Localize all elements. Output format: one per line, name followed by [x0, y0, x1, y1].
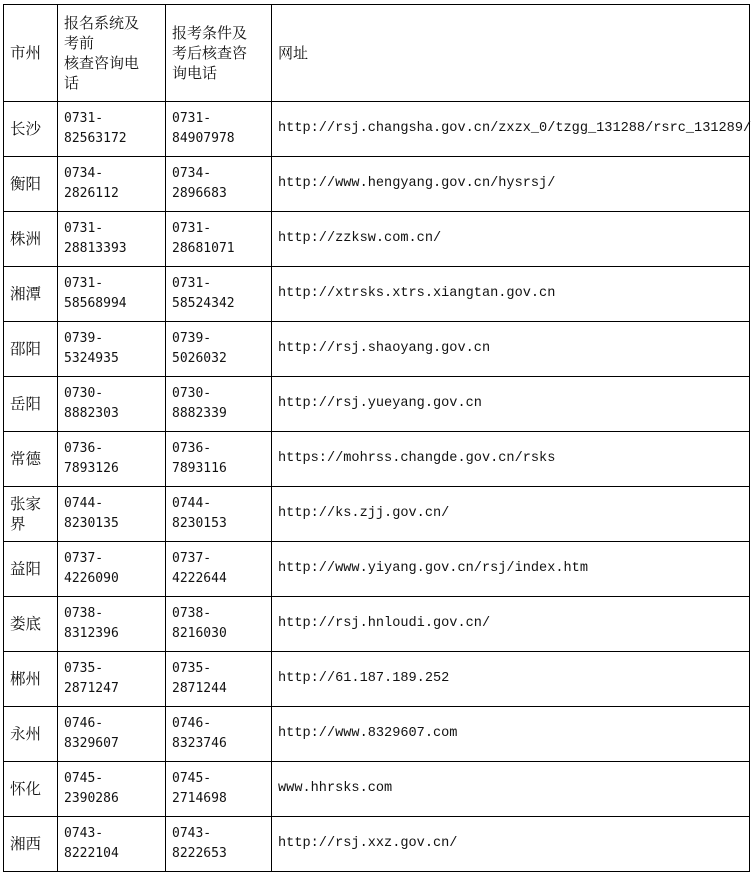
- post-exam-phone-number: 8323746: [172, 736, 227, 751]
- pre-exam-phone-area-code: 0735-: [64, 661, 104, 676]
- table-row: [4, 432, 750, 487]
- post-exam-phone-area-code: 0743-: [172, 826, 212, 841]
- header-pre-exam-phone: [58, 5, 166, 102]
- website-cell: [272, 707, 750, 762]
- post-exam-phone-area-code: 0745-: [172, 771, 212, 786]
- table-row: [4, 157, 750, 212]
- website-cell: [272, 762, 750, 817]
- city-cell: [4, 157, 58, 212]
- post-exam-phone-cell: [166, 157, 272, 212]
- website-cell: [272, 432, 750, 487]
- city-name-line: 怀化: [10, 780, 42, 798]
- pre-exam-phone-number: 28813393: [64, 241, 127, 256]
- post-exam-phone-number: 58524342: [172, 296, 235, 311]
- pre-exam-phone-number: 8329607: [64, 736, 119, 751]
- table-row: [4, 762, 750, 817]
- city-name-line: 衡阳: [10, 175, 42, 193]
- pre-exam-phone-area-code: 0734-: [64, 166, 104, 181]
- city-cell: [4, 322, 58, 377]
- city-name-line: 邵阳: [10, 340, 42, 358]
- header-pre-exam-phone-line: 报名系统及: [64, 14, 140, 32]
- city-name-line: 郴州: [10, 670, 42, 688]
- header-post-exam-phone-line: 询电话: [172, 64, 218, 82]
- post-exam-phone-number: 7893116: [172, 461, 227, 476]
- pre-exam-phone-number: 8222104: [64, 846, 119, 861]
- pre-exam-phone-cell: [58, 157, 166, 212]
- post-exam-phone-area-code: 0739-: [172, 331, 212, 346]
- website-url[interactable]: http://rsj.hnloudi.gov.cn/: [278, 616, 491, 631]
- city-cell: [4, 432, 58, 487]
- post-exam-phone-number: 8216030: [172, 626, 227, 641]
- pre-exam-phone-number: 5324935: [64, 351, 119, 366]
- website-url[interactable]: http://61.187.189.252: [278, 671, 450, 686]
- pre-exam-phone-cell: [58, 597, 166, 652]
- website-cell: [272, 322, 750, 377]
- post-exam-phone-number: 4222644: [172, 571, 227, 586]
- post-exam-phone-area-code: 0731-: [172, 276, 212, 291]
- pre-exam-phone-cell: [58, 817, 166, 872]
- header-post-exam-phone-line: 报考条件及: [172, 24, 248, 42]
- post-exam-phone-cell: [166, 707, 272, 762]
- pre-exam-phone-number: 2826112: [64, 186, 119, 201]
- table-row: [4, 377, 750, 432]
- website-url[interactable]: https://mohrss.changde.gov.cn/rsks: [278, 451, 556, 466]
- website-cell: [272, 102, 750, 157]
- pre-exam-phone-area-code: 0743-: [64, 826, 104, 841]
- website-url[interactable]: http://www.8329607.com: [278, 726, 458, 741]
- post-exam-phone-cell: [166, 212, 272, 267]
- post-exam-phone-area-code: 0734-: [172, 166, 212, 181]
- post-exam-phone-cell: [166, 487, 272, 542]
- city-cell: [4, 597, 58, 652]
- post-exam-phone-cell: [166, 102, 272, 157]
- city-name-line: 长沙: [10, 120, 42, 138]
- city-name-line: 永州: [10, 725, 42, 743]
- city-name-line: 株洲: [10, 230, 42, 248]
- pre-exam-phone-number: 4226090: [64, 571, 119, 586]
- city-name-line: 张家: [10, 495, 42, 513]
- table-row: [4, 597, 750, 652]
- city-name-line: 娄底: [10, 615, 42, 633]
- pre-exam-phone-area-code: 0730-: [64, 386, 104, 401]
- pre-exam-phone-area-code: 0739-: [64, 331, 104, 346]
- pre-exam-phone-area-code: 0737-: [64, 551, 104, 566]
- city-name-line: 界: [10, 515, 26, 533]
- pre-exam-phone-area-code: 0731-: [64, 276, 104, 291]
- pre-exam-phone-number: 7893126: [64, 461, 119, 476]
- header-city-label: 市州: [10, 44, 42, 62]
- website-cell: [272, 652, 750, 707]
- website-url[interactable]: http://rsj.shaoyang.gov.cn: [278, 341, 491, 356]
- city-cell: [4, 102, 58, 157]
- pre-exam-phone-number: 2871247: [64, 681, 119, 696]
- table-row: [4, 707, 750, 762]
- table-row: [4, 652, 750, 707]
- pre-exam-phone-cell: [58, 102, 166, 157]
- website-cell: [272, 157, 750, 212]
- post-exam-phone-number: 84907978: [172, 131, 235, 146]
- website-url[interactable]: http://ks.zjj.gov.cn/: [278, 506, 450, 521]
- post-exam-phone-cell: [166, 322, 272, 377]
- post-exam-phone-number: 8222653: [172, 846, 227, 861]
- city-cell: [4, 652, 58, 707]
- website-cell: [272, 542, 750, 597]
- post-exam-phone-number: 28681071: [172, 241, 235, 256]
- pre-exam-phone-number: 58568994: [64, 296, 127, 311]
- header-website: [272, 5, 750, 102]
- pre-exam-phone-cell: [58, 432, 166, 487]
- post-exam-phone-cell: [166, 817, 272, 872]
- website-url[interactable]: http://rsj.yueyang.gov.cn: [278, 396, 482, 411]
- pre-exam-phone-area-code: 0738-: [64, 606, 104, 621]
- website-url[interactable]: http://zzksw.com.cn/: [278, 231, 442, 246]
- city-cell: [4, 212, 58, 267]
- header-website-label: 网址: [278, 44, 309, 62]
- contact-table-container: [3, 4, 750, 872]
- pre-exam-phone-cell: [58, 322, 166, 377]
- post-exam-phone-area-code: 0737-: [172, 551, 212, 566]
- header-post-exam-phone: [166, 5, 272, 102]
- post-exam-phone-number: 2896683: [172, 186, 227, 201]
- post-exam-phone-cell: [166, 652, 272, 707]
- table-row: [4, 212, 750, 267]
- website-url[interactable]: http://rsj.changsha.gov.cn/zxzx_0/tzgg_131288/rsrc_131289/: [278, 121, 752, 136]
- post-exam-phone-number: 8230153: [172, 516, 227, 531]
- website-cell: [272, 597, 750, 652]
- city-name-line: 湘潭: [10, 285, 42, 303]
- header-post-exam-phone-line: 考后核查咨: [172, 44, 248, 62]
- post-exam-phone-cell: [166, 377, 272, 432]
- table-row: [4, 322, 750, 377]
- city-cell: [4, 707, 58, 762]
- table-row: [4, 487, 750, 542]
- post-exam-phone-number: 2714698: [172, 791, 227, 806]
- post-exam-phone-cell: [166, 267, 272, 322]
- table-row: [4, 542, 750, 597]
- city-cell: [4, 377, 58, 432]
- header-city: [4, 5, 58, 102]
- header-pre-exam-phone-line: 考前: [64, 34, 95, 52]
- table-row: [4, 817, 750, 872]
- pre-exam-phone-area-code: 0746-: [64, 716, 104, 731]
- city-cell: [4, 267, 58, 322]
- city-name-line: 常德: [10, 450, 42, 468]
- city-name-line: 湘西: [10, 835, 42, 853]
- pre-exam-phone-cell: [58, 267, 166, 322]
- header-pre-exam-phone-line: 核查咨询电: [64, 54, 140, 72]
- post-exam-phone-cell: [166, 542, 272, 597]
- pre-exam-phone-number: 8312396: [64, 626, 119, 641]
- pre-exam-phone-cell: [58, 212, 166, 267]
- website-url[interactable]: www.hhrsks.com: [278, 781, 393, 796]
- website-url[interactable]: http://rsj.xxz.gov.cn/: [278, 836, 458, 851]
- post-exam-phone-cell: [166, 762, 272, 817]
- table-row: [4, 102, 750, 157]
- website-url[interactable]: http://www.hengyang.gov.cn/hysrsj/: [278, 176, 556, 191]
- post-exam-phone-area-code: 0744-: [172, 496, 212, 511]
- pre-exam-phone-cell: [58, 762, 166, 817]
- pre-exam-phone-area-code: 0745-: [64, 771, 104, 786]
- post-exam-phone-area-code: 0735-: [172, 661, 212, 676]
- website-url[interactable]: http://xtrsks.xtrs.xiangtan.gov.cn: [278, 286, 556, 301]
- table-header-row: [4, 5, 750, 102]
- city-name-line: 岳阳: [10, 395, 42, 413]
- table-row: [4, 267, 750, 322]
- pre-exam-phone-area-code: 0744-: [64, 496, 104, 511]
- pre-exam-phone-cell: [58, 652, 166, 707]
- post-exam-phone-number: 2871244: [172, 681, 227, 696]
- website-cell: [272, 487, 750, 542]
- city-cell: [4, 542, 58, 597]
- city-cell: [4, 487, 58, 542]
- website-cell: [272, 212, 750, 267]
- city-cell: [4, 817, 58, 872]
- city-cell: [4, 762, 58, 817]
- post-exam-phone-area-code: 0736-: [172, 441, 212, 456]
- pre-exam-phone-number: 2390286: [64, 791, 119, 806]
- website-cell: [272, 267, 750, 322]
- post-exam-phone-area-code: 0738-: [172, 606, 212, 621]
- post-exam-phone-number: 8882339: [172, 406, 227, 421]
- pre-exam-phone-area-code: 0736-: [64, 441, 104, 456]
- pre-exam-phone-number: 82563172: [64, 131, 127, 146]
- pre-exam-phone-number: 8882303: [64, 406, 119, 421]
- pre-exam-phone-area-code: 0731-: [64, 111, 104, 126]
- post-exam-phone-number: 5026032: [172, 351, 227, 366]
- website-cell: [272, 817, 750, 872]
- post-exam-phone-area-code: 0731-: [172, 111, 212, 126]
- website-url[interactable]: http://www.yiyang.gov.cn/rsj/index.htm: [278, 561, 588, 576]
- pre-exam-phone-number: 8230135: [64, 516, 119, 531]
- post-exam-phone-cell: [166, 597, 272, 652]
- exam-contact-table: [3, 4, 750, 872]
- pre-exam-phone-area-code: 0731-: [64, 221, 104, 236]
- header-pre-exam-phone-line: 话: [64, 74, 80, 92]
- city-name-line: 益阳: [10, 560, 42, 578]
- pre-exam-phone-cell: [58, 487, 166, 542]
- pre-exam-phone-cell: [58, 542, 166, 597]
- website-cell: [272, 377, 750, 432]
- post-exam-phone-area-code: 0731-: [172, 221, 212, 236]
- post-exam-phone-area-code: 0746-: [172, 716, 212, 731]
- post-exam-phone-cell: [166, 432, 272, 487]
- pre-exam-phone-cell: [58, 377, 166, 432]
- post-exam-phone-area-code: 0730-: [172, 386, 212, 401]
- pre-exam-phone-cell: [58, 707, 166, 762]
